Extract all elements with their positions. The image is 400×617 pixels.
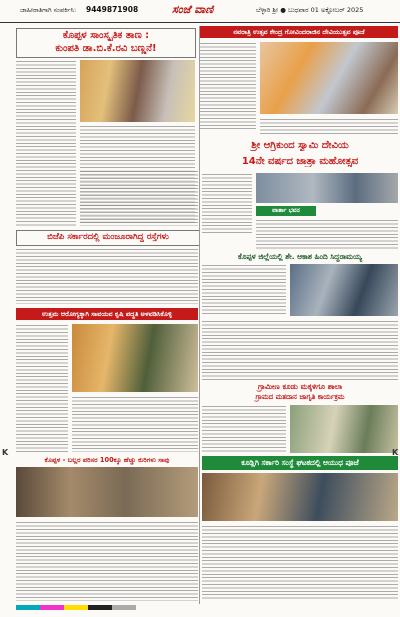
article-rural-school-body <box>202 405 286 453</box>
article-sheep-headline: ಕೊಪ್ಪಳ - ಬಲ್ಲರ ಪರಿಸರ 100ಕ್ಕೂ ಹೆಚ್ಚು ಕುರಿಗಳು ಸಾವು <box>44 456 170 464</box>
article-bjp-roads-body <box>16 248 198 304</box>
article-organic-body <box>16 324 68 452</box>
article-jatra-body <box>202 173 252 235</box>
article-siddaramaiah-photo <box>290 264 398 316</box>
masthead <box>0 0 400 23</box>
article-bottom-body-2 <box>202 525 398 601</box>
article-bottom-body-1 <box>16 521 198 601</box>
article-jatra-headline-line1: ಶ್ರೀ ಆಗ್ರಿಕುಂದ ಸ್ವಾಮಿ ದೇವಿಯ <box>251 140 349 151</box>
article-rural-school-headline-line1: ಗ್ರಾಮೀಣ ಕೂಡು ಮಕ್ಕಳಿಗೂ ಶಾಲಾ <box>257 382 343 391</box>
article-jatra-headline-line2: 14ನೇ ವರ್ಷದ ಜಾತ್ರಾ ಮಹೋತ್ಸವ <box>241 156 359 167</box>
article-bjp-roads-box <box>16 230 200 246</box>
side-letter-left: K <box>2 448 9 457</box>
article-right-body-1 <box>202 320 398 380</box>
article-navaratri-headline: ನವರಾತ್ರಿ ಉತ್ಸವ ಕೇಂದ್ರ ಗೋವಿಂದರಾಜಿನ ದೇವಿಯುತ್ಸವ ಪೂಜೆ <box>200 26 398 38</box>
article-ayudha-puja-headline: ಕೂಡ್ಲಿಗಿ ಸರ್ಕಾರಿ ಸಂಸ್ಥೆ ಘಟಕದಲ್ಲಿ ಆಯುಧ ಪೂಜೆ <box>202 456 398 470</box>
article-koppala-headline-line1: ಕೊಪ್ಪಳ ಸಾಂಸ್ಕೃತಿಕ ತಾಣ : <box>62 30 150 41</box>
article-organic-photo <box>72 324 198 392</box>
article-rural-school-headline-line2: ಗ್ರಾಮದ ಮತದಾನ ಜಾಗೃತಿ ಕಾರ್ಯಕ್ರಮ <box>255 393 345 401</box>
article-siddaramaiah-body <box>202 264 286 316</box>
article-mid-body-1 <box>80 170 198 226</box>
article-koppala-body <box>16 60 76 226</box>
article-koppala-headline-line2: ಕುಂಪತಿ ಡಾ.ಬಿ.ಕೆ.ರವಿ ಬಣ್ಣನೆ! <box>55 43 157 54</box>
article-rural-school-photo <box>290 405 398 453</box>
article-varta-headline: ವಾರ್ತಾ ಭವನ <box>256 206 316 216</box>
article-organic-body-2 <box>72 396 198 452</box>
article-jatra-photo <box>256 173 398 203</box>
article-navaratri-body <box>200 42 256 130</box>
masthead-date: ಬೆಳ್ಳಾರಿ ಶ್ರೀ ● ಬುಧವಾರ 01 ಅಕ್ಟೋಬರ್ 2025 <box>256 6 364 14</box>
article-organic-headline: ಉತ್ತಮ ಆರೋಗ್ಯಕ್ಕಾಗಿ ಸಾವಯವ ಕೃಷಿ ಪದ್ಧತಿ ಅಳವಡಿಸಿಕೊಳ್ಳಿ <box>16 308 198 320</box>
article-navaratri-body-2 <box>260 118 398 134</box>
article-varta-body <box>256 219 398 249</box>
masthead-logo: ಸಂಜೆ ವಾಣಿ <box>172 3 214 16</box>
side-letter-right: K <box>392 448 399 457</box>
article-sheep-photo <box>16 467 198 517</box>
article-bjp-roads-headline: ಬಿಜೆಪಿ ಸರ್ಕಾರದಲ್ಲಿ ಮಂಜೂರಾಗಿದ್ದ ರಸ್ತೆಗಳು <box>47 232 169 242</box>
article-ayudha-puja-photo <box>202 473 398 521</box>
column-rule-center <box>199 26 200 604</box>
print-color-bar <box>16 605 136 610</box>
article-navaratri-photo <box>260 42 398 114</box>
article-koppala-photo <box>80 60 195 122</box>
article-siddaramaiah-headline: ಕೊಪ್ಪಳ ಜಿಲ್ಲೆಯಲ್ಲಿ ಶೇ. ಆಕಾಶ ಹಿಂದಿ ಸಿದ್ಧರಾಮಯ್ಯ <box>237 252 362 261</box>
article-koppala-headline <box>16 28 196 58</box>
masthead-phone: 9449871908 <box>86 5 139 14</box>
masthead-left-label: ಜಾಹೀರಾತಿಗಾಗಿ ಸಂಪರ್ಕಿಸಿ: <box>20 6 77 14</box>
